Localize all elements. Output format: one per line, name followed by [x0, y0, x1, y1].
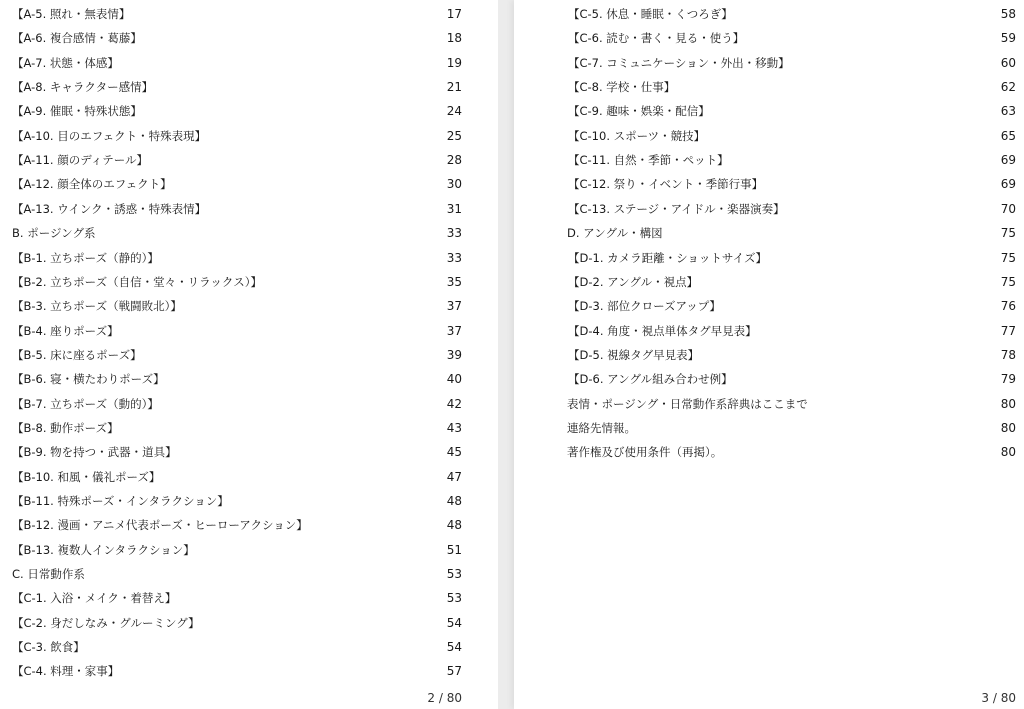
toc-entry-title: C. 日常動作系	[12, 567, 85, 582]
toc-entry-page-number: 80	[1000, 396, 1016, 411]
toc-entry[interactable]	[568, 343, 1016, 367]
toc-entry[interactable]	[12, 416, 462, 440]
toc-entry[interactable]	[568, 246, 1016, 270]
toc-entry-title: 【B-9. 物を持つ・武器・道具】	[12, 445, 177, 460]
toc-entry[interactable]	[568, 124, 1016, 148]
toc-entry[interactable]	[12, 611, 462, 635]
toc-entry-page-number: 51	[446, 542, 462, 557]
toc-entry[interactable]	[568, 99, 1016, 123]
toc-entry-title: 【D-4. 角度・視点単体タグ早見表】	[568, 323, 757, 338]
toc-entry-page-number: 70	[1000, 201, 1016, 216]
toc-entry-page-number: 31	[446, 201, 462, 216]
toc-entry-title: 【B-12. 漫画・アニメ代表ポーズ・ヒーローアクション】	[12, 518, 308, 533]
toc-entry-title: 【A-13. ウインク・誘惑・特殊表情】	[12, 201, 207, 216]
toc-entry-title: 【B-8. 動作ポーズ】	[12, 420, 119, 435]
toc-entry-page-number: 63	[1000, 104, 1016, 119]
toc-entry-page-number: 53	[446, 591, 462, 606]
toc-entry-page-number: 33	[446, 250, 462, 265]
toc-entry-page-number: 25	[446, 128, 462, 143]
toc-entry-page-number: 80	[1000, 445, 1016, 460]
toc-entry-page-number: 54	[446, 640, 462, 655]
toc-entry-page-number: 19	[446, 55, 462, 70]
toc-entry-title: 【C-13. ステージ・アイドル・楽器演奏】	[568, 201, 785, 216]
toc-entry[interactable]	[12, 172, 462, 196]
toc-entry-page-number: 62	[1000, 80, 1016, 95]
toc-entry[interactable]	[12, 659, 462, 683]
toc-entry-page-number: 39	[446, 347, 462, 362]
toc-entry-page-number: 75	[1000, 274, 1016, 289]
toc-entry[interactable]	[12, 51, 462, 75]
toc-entry-title: B. ポージング系	[12, 226, 96, 241]
toc-entry-title: 【B-2. 立ちポーズ（自信・堂々・リラックス）】	[12, 274, 262, 289]
toc-entry-title: 【B-1. 立ちポーズ（静的）】	[12, 250, 159, 265]
toc-entry-title: 表情・ポージング・日常動作系辞典はここまで	[567, 396, 808, 411]
toc-entry[interactable]	[12, 343, 462, 367]
toc-entry-title: 【D-3. 部位クローズアップ】	[568, 299, 721, 314]
toc-entry[interactable]	[568, 2, 1016, 26]
toc-entry[interactable]	[12, 124, 462, 148]
toc-entry-title: 【C-11. 自然・季節・ペット】	[568, 153, 729, 168]
toc-entry-page-number: 18	[446, 31, 462, 46]
toc-entry-page-number: 43	[446, 420, 462, 435]
toc-entry[interactable]	[568, 294, 1016, 318]
toc-entry-title: 【A-10. 目のエフェクト・特殊表現】	[12, 128, 207, 143]
toc-entry-page-number: 54	[446, 615, 462, 630]
toc-section-heading[interactable]	[567, 416, 1016, 440]
toc-entry-page-number: 24	[446, 104, 462, 119]
toc-section-heading[interactable]	[12, 562, 462, 586]
toc-entry-page-number: 80	[1000, 420, 1016, 435]
toc-entry[interactable]	[12, 440, 462, 464]
toc-entry[interactable]	[12, 99, 462, 123]
toc-entry[interactable]	[12, 635, 462, 659]
toc-entry-page-number: 53	[446, 567, 462, 582]
toc-entry-page-number: 40	[446, 372, 462, 387]
toc-entry[interactable]	[12, 197, 462, 221]
document-page-2	[0, 0, 498, 709]
toc-entry-title: 【C-8. 学校・仕事】	[568, 80, 676, 95]
toc-entry-page-number: 65	[1000, 128, 1016, 143]
document-page-3	[514, 0, 1024, 709]
toc-entry-title: 【A-7. 状態・体感】	[12, 55, 119, 70]
toc-entry-page-number: 57	[446, 664, 462, 679]
toc-entry-title: 【C-7. コミュニケーション・外出・移動】	[568, 55, 790, 70]
toc-entry[interactable]	[568, 367, 1016, 391]
toc-entry[interactable]	[568, 197, 1016, 221]
toc-section-heading[interactable]	[567, 221, 1016, 245]
toc-entry-title: 【C-6. 読む・書く・見る・使う】	[568, 31, 745, 46]
toc-entry-title: 【A-8. キャラクター感情】	[12, 80, 154, 95]
toc-entry-title: 【A-9. 催眠・特殊状態】	[12, 104, 142, 119]
toc-entry-page-number: 76	[1000, 299, 1016, 314]
toc-entry[interactable]	[568, 26, 1016, 50]
toc-entry[interactable]	[568, 270, 1016, 294]
toc-entry[interactable]	[12, 586, 462, 610]
toc-entry-title: 【C-2. 身だしなみ・グルーミング】	[12, 615, 200, 630]
toc-entry-page-number: 21	[446, 80, 462, 95]
toc-entry-page-number: 77	[1000, 323, 1016, 338]
toc-entry-title: 【A-11. 顔のディテール】	[12, 153, 149, 168]
toc-entry-page-number: 69	[1000, 177, 1016, 192]
toc-entry[interactable]	[12, 294, 462, 318]
toc-entry[interactable]	[12, 26, 462, 50]
toc-entry-title: 【C-1. 入浴・メイク・着替え】	[12, 591, 177, 606]
toc-entry-page-number: 75	[1000, 250, 1016, 265]
toc-entry[interactable]	[12, 367, 462, 391]
toc-entry-page-number: 75	[1000, 226, 1016, 241]
toc-entry-page-number: 33	[446, 226, 462, 241]
toc-entry-title: 【B-5. 床に座るポーズ】	[12, 347, 142, 362]
toc-entry-title: 【C-9. 趣味・娯楽・配信】	[568, 104, 710, 119]
toc-entry[interactable]	[12, 513, 462, 537]
toc-entry[interactable]	[568, 51, 1016, 75]
toc-entry-title: 【B-3. 立ちポーズ（戦闘敗北）】	[12, 299, 182, 314]
toc-entry-title: 【D-5. 視線タグ早見表】	[568, 347, 700, 362]
toc-entry-title: 【B-6. 寝・横たわりポーズ】	[12, 372, 165, 387]
toc-entry-page-number: 69	[1000, 153, 1016, 168]
toc-entry-page-number: 37	[446, 299, 462, 314]
toc-entry[interactable]	[12, 148, 462, 172]
toc-entry-title: 【D-1. カメラ距離・ショットサイズ】	[568, 250, 767, 265]
toc-entry-title: 【B-11. 特殊ポーズ・インタラクション】	[12, 494, 229, 508]
toc-entry[interactable]	[12, 319, 462, 343]
toc-entry-page-number: 48	[446, 494, 462, 508]
toc-entry-page-number: 48	[446, 518, 462, 533]
toc-entry[interactable]	[12, 538, 462, 562]
toc-entry[interactable]	[12, 270, 462, 294]
toc-entry-title: 【A-12. 顔全体のエフェクト】	[12, 177, 172, 192]
page-number-footer: 2 / 80	[427, 691, 462, 705]
toc-entry-title: 著作権及び使用条件（再掲）。	[567, 445, 723, 460]
toc-entry-title: 【B-10. 和風・儀礼ポーズ】	[12, 469, 161, 484]
toc-entry-page-number: 42	[446, 396, 462, 411]
toc-entry-page-number: 28	[446, 153, 462, 168]
toc-entry[interactable]	[12, 246, 462, 270]
toc-section-heading[interactable]	[567, 392, 1016, 416]
toc-entry[interactable]	[568, 319, 1016, 343]
toc-section-heading[interactable]	[567, 440, 1016, 464]
toc-entry-page-number: 78	[1000, 347, 1016, 362]
toc-entry[interactable]	[12, 489, 462, 513]
toc-section-heading[interactable]	[12, 221, 462, 245]
toc-entry[interactable]	[12, 392, 462, 416]
toc-entry-page-number: 17	[446, 7, 462, 21]
toc-entry[interactable]	[568, 148, 1016, 172]
toc-entry-page-number: 79	[1000, 372, 1016, 387]
toc-entry-title: 連絡先情報。	[567, 420, 636, 435]
toc-entry-title: 【C-4. 料理・家事】	[12, 664, 120, 679]
toc-entry-page-number: 60	[1000, 55, 1016, 70]
toc-entry-title: 【B-13. 複数人インタラクション】	[12, 542, 195, 557]
toc-entry-title: 【C-3. 飲食】	[12, 640, 85, 655]
toc-entry-title: 【A-6. 複合感情・葛藤】	[12, 31, 142, 46]
toc-entry-page-number: 37	[446, 323, 462, 338]
toc-entry-page-number: 59	[1000, 31, 1016, 46]
toc-entry-title: 【D-6. アングル組み合わせ例】	[568, 372, 733, 387]
toc-entry-page-number: 47	[446, 469, 462, 484]
toc-entry-page-number: 30	[446, 177, 462, 192]
toc-entry-title: D. アングル・構図	[567, 226, 663, 241]
toc-entry-page-number: 58	[1000, 7, 1016, 21]
toc-entry[interactable]	[568, 172, 1016, 196]
toc-entry-title: 【C-10. スポーツ・競技】	[568, 128, 706, 143]
toc-entry-title: 【B-4. 座りポーズ】	[12, 323, 119, 338]
page-number-footer: 3 / 80	[981, 691, 1016, 705]
toc-entry-title: 【A-5. 照れ・無表情】	[12, 7, 131, 21]
toc-entry-title: 【C-12. 祭り・イベント・季節行事】	[568, 177, 764, 192]
toc-entry[interactable]	[12, 75, 462, 99]
toc-entry[interactable]	[568, 75, 1016, 99]
toc-entry-title: 【D-2. アングル・視点】	[568, 274, 699, 289]
toc-entry[interactable]	[12, 2, 462, 26]
toc-entry-title: 【B-7. 立ちポーズ（動的）】	[12, 396, 159, 411]
toc-entry-title: 【C-5. 休息・睡眠・くつろぎ】	[568, 7, 733, 21]
toc-entry-page-number: 45	[446, 445, 462, 460]
toc-entry-page-number: 35	[446, 274, 462, 289]
toc-entry[interactable]	[12, 465, 462, 489]
